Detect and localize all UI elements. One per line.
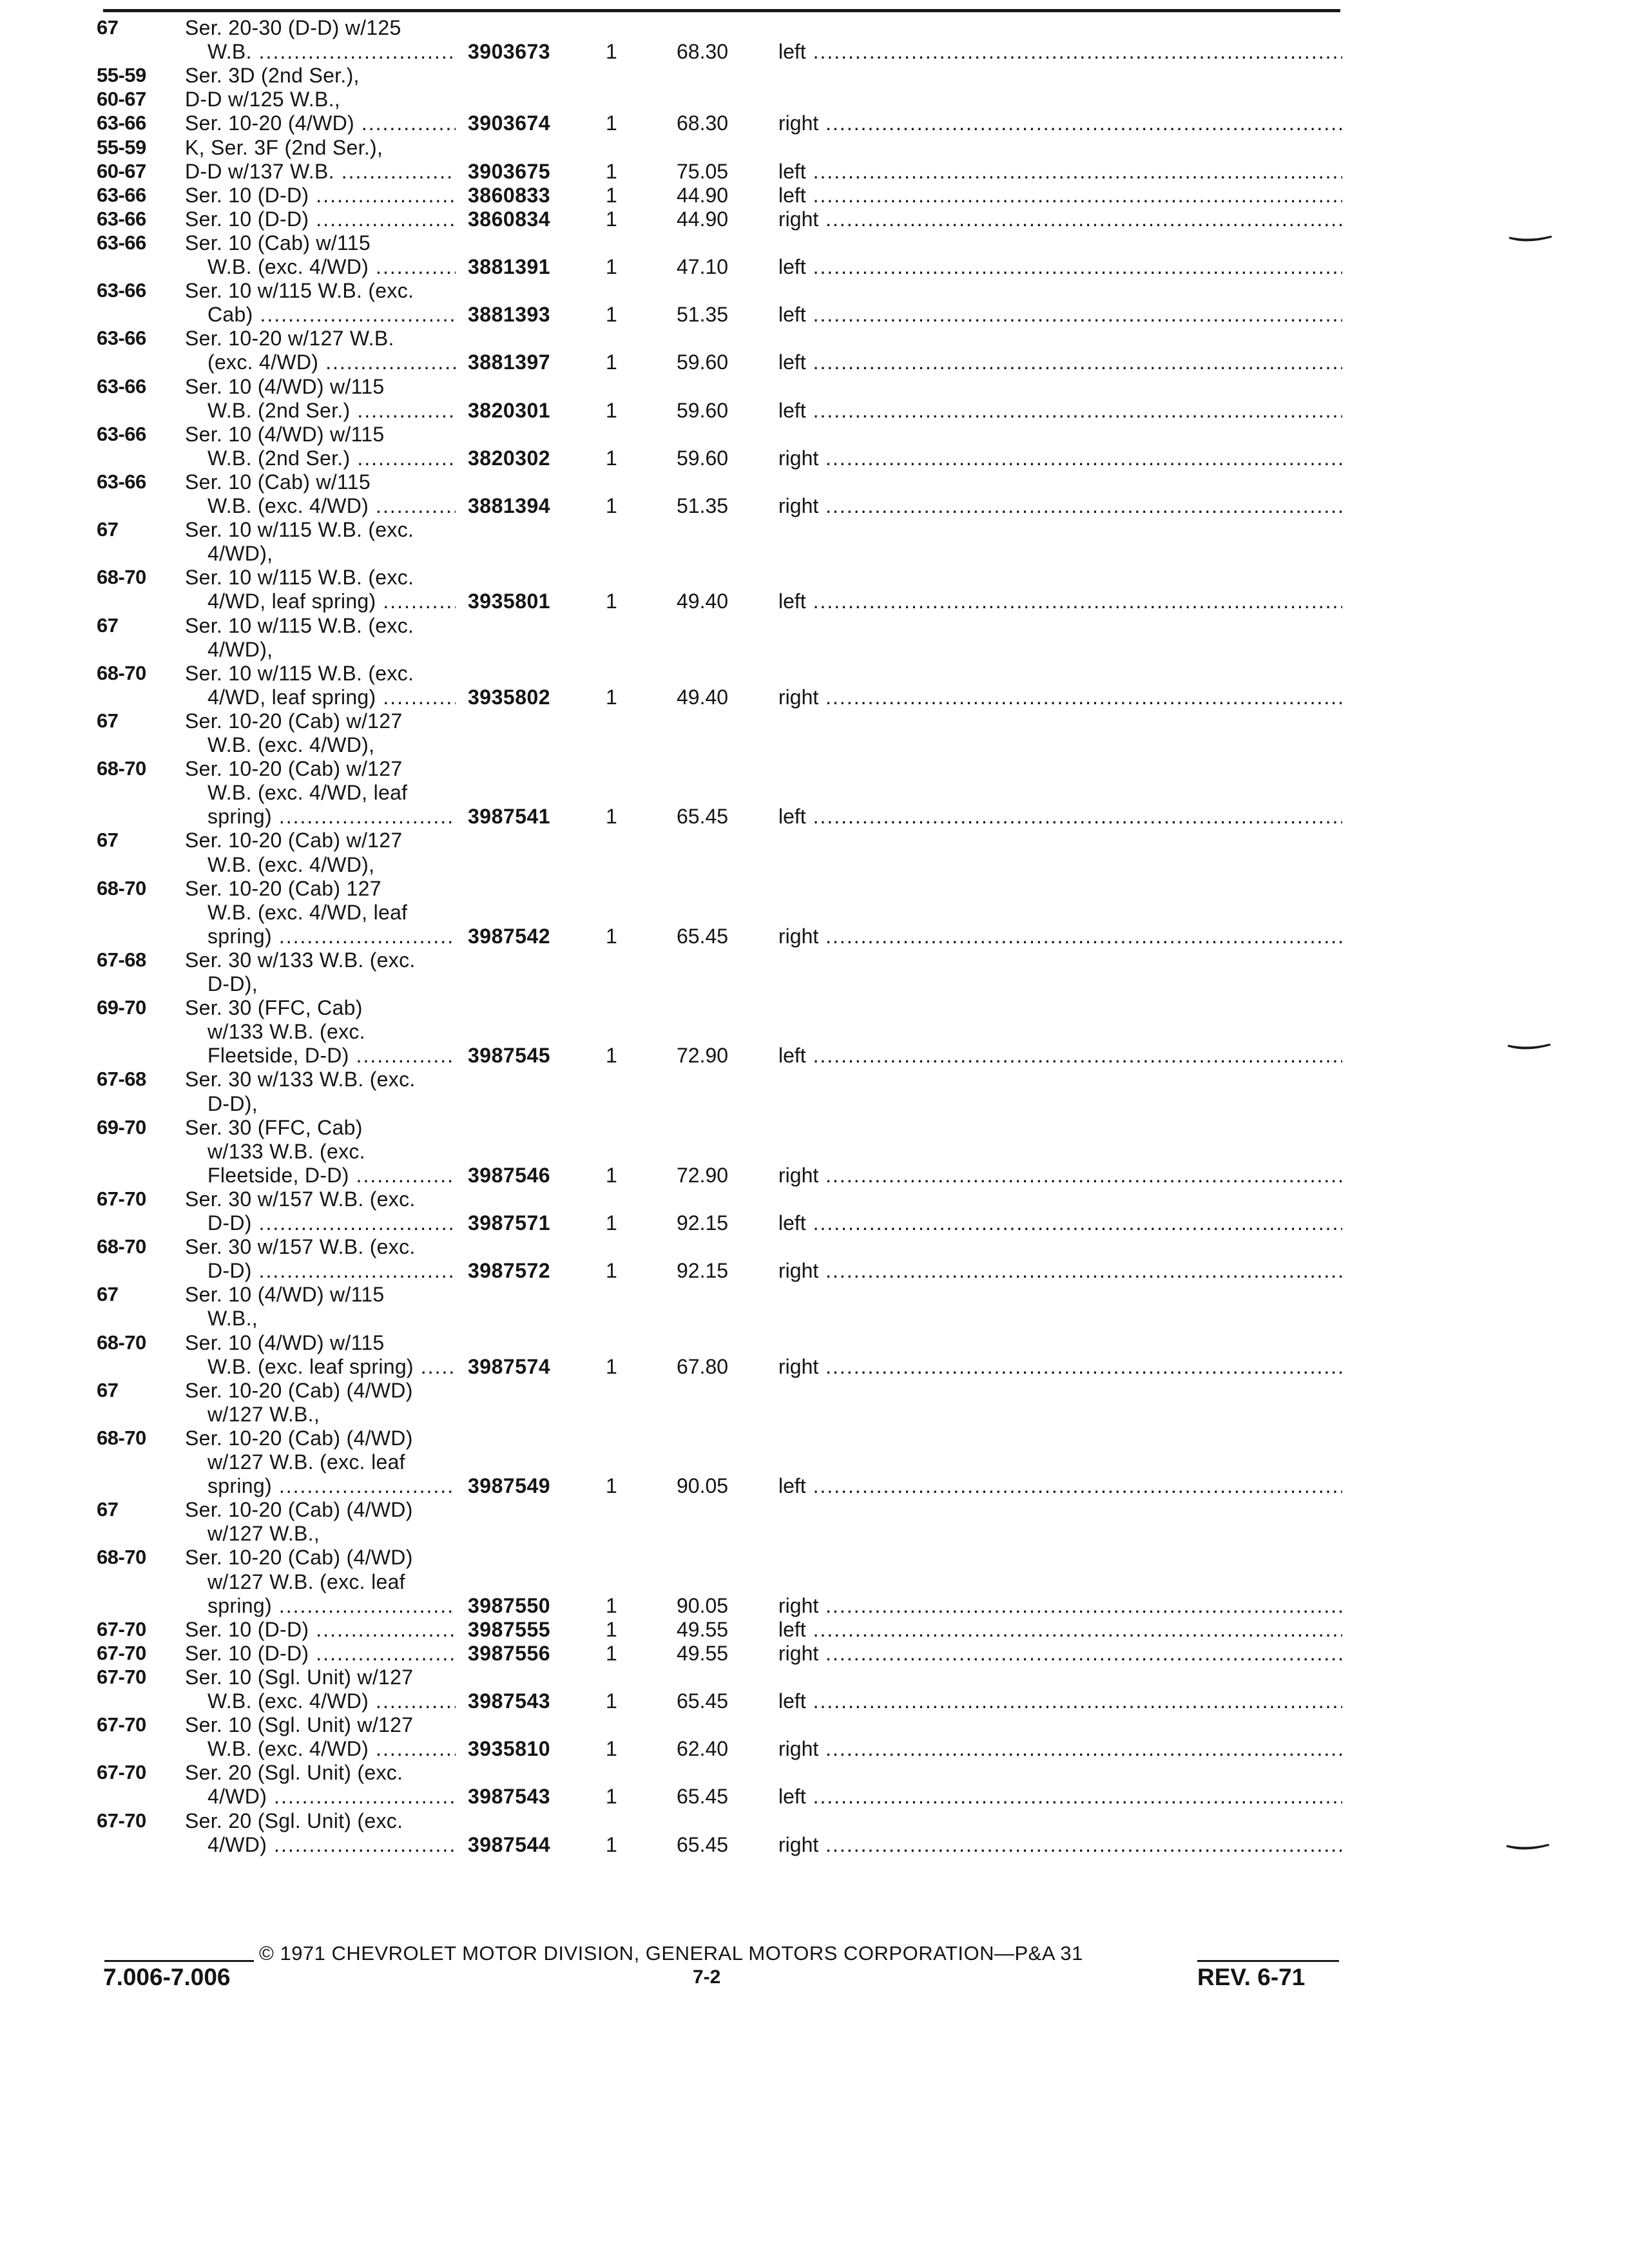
row-description: Ser. 10-20 (Cab) w/127 [185,709,403,733]
row-years: 67 [97,518,119,541]
row-description: W.B. (exc. 4/WD) ..... [207,255,456,279]
row-description: W.B. (exc. 4/WD, leaf [207,781,408,805]
price: 59.60 [677,351,729,374]
row-description: Ser. 20 (Sgl. Unit) (exc. [185,1809,403,1832]
row-years: 67-70 [97,1187,146,1210]
row-description: Ser. 10-20 (Cab) (4/WD) [185,1546,413,1570]
row-description: Ser. 10 w/115 W.B. (exc. [185,518,414,542]
row-description: W.B. (2nd Ser.) ..... [207,446,456,470]
price: 65.45 [677,924,729,948]
quantity: 1 [606,1259,617,1283]
row-years: 67 [97,829,119,852]
price: 90.05 [677,1474,729,1498]
row-description: Ser. 10 (D-D) ..... [185,1617,456,1642]
row-years: 69-70 [97,1115,146,1139]
row-years: 63-66 [97,279,146,302]
price: 49.55 [677,1617,729,1641]
row-years: 67-68 [97,1068,146,1091]
side-label: right ..... [778,924,1342,948]
row-years: 67 [97,613,119,637]
price: 67.80 [677,1354,729,1378]
row-years: 67 [97,709,119,732]
quantity: 1 [606,111,617,135]
row-description: W.B., [207,1307,258,1331]
side-label: right ..... [778,1354,1342,1379]
row-description: w/127 W.B., [207,1522,320,1546]
part-number: 3820301 [468,398,551,422]
part-number: 3903675 [468,159,551,183]
row-description: spring) ..... [207,804,456,829]
price: 68.30 [677,111,729,135]
row-years: 67 [97,1378,119,1401]
row-description: Ser. 20-30 (D-D) w/125 [185,16,401,39]
section-number: 7.006-7.006 [103,1964,231,1990]
part-number: 3987546 [468,1163,551,1187]
quantity: 1 [606,183,617,207]
row-description: Ser. 10 (4/WD) w/115 [185,1331,385,1354]
side-label: left ..... [778,804,1342,829]
part-number: 3987571 [468,1211,551,1235]
row-years: 55-59 [97,135,146,159]
row-description: spring) ..... [207,1474,456,1498]
row-description: D-D) ..... [207,1211,456,1235]
row-description: Ser. 10 (Cab) w/115 [185,231,371,255]
row-description: Ser. 20 (Sgl. Unit) (exc. [185,1761,403,1785]
quantity: 1 [606,1593,617,1617]
price: 62.40 [677,1737,729,1761]
row-years: 63-66 [97,327,146,350]
price: 59.60 [677,446,729,470]
price: 59.60 [677,398,729,422]
row-description: 4/WD, leaf spring) ..... [207,685,456,709]
quantity: 1 [606,207,617,231]
row-description: Fleetside, D-D) ..... [207,1043,456,1068]
row-description: Ser. 10 w/115 W.B. (exc. [185,566,414,590]
part-number: 3881397 [468,351,551,374]
row-years: 68-70 [97,1426,146,1449]
side-label: right ..... [778,207,1342,231]
side-label: left ..... [778,1689,1342,1713]
row-description: Ser. 10 (Sgl. Unit) w/127 [185,1713,414,1737]
row-description: Ser. 10 (4/WD) w/115 [185,422,385,446]
part-number: 3935801 [468,590,551,613]
row-description: Ser. 10 w/115 W.B. (exc. [185,661,414,685]
side-label: right ..... [778,1593,1342,1618]
row-years: 68-70 [97,566,146,589]
quantity: 1 [606,1474,617,1498]
part-number: 3987555 [468,1617,551,1641]
row-years: 68-70 [97,661,146,684]
part-number: 3903673 [468,40,551,64]
side-label: right ..... [778,1641,1342,1666]
row-description: Ser. 10 w/115 W.B. (exc. [185,279,414,303]
row-description: 4/WD), [207,637,273,661]
copyright-line: © 1971 CHEVROLET MOTOR DIVISION, GENERAL MOTORS CORPORATION—P&A 31 [259,1942,1083,1965]
row-description: Ser. 10-20 (Cab) (4/WD) [185,1498,413,1522]
row-years: 67-68 [97,948,146,971]
row-description: W.B. (exc. 4/WD) ..... [207,1736,456,1761]
side-label: left ..... [778,589,1342,613]
row-description: W.B. (exc. 4/WD) ..... [207,494,456,518]
row-description: spring) ..... [207,924,456,948]
side-label: right ..... [778,494,1342,518]
row-description: D-D), [207,972,258,995]
quantity: 1 [606,351,617,374]
side-label: left ..... [778,1474,1342,1498]
row-description: D-D w/125 W.B., [185,88,340,111]
side-label: left ..... [778,302,1342,327]
row-description: Ser. 10 (D-D) ..... [185,183,456,207]
top-rule [103,9,1340,12]
part-number: 3987543 [468,1689,551,1713]
row-description: spring) ..... [207,1593,456,1618]
price: 49.40 [677,685,729,709]
side-label: left ..... [778,1043,1342,1068]
row-description: D-D) ..... [207,1258,456,1283]
side-label: right ..... [778,446,1342,470]
row-years: 67 [97,1498,119,1521]
part-number: 3987572 [468,1259,551,1283]
quantity: 1 [606,1785,617,1809]
row-description: K, Ser. 3F (2nd Ser.), [185,135,383,159]
row-description: 4/WD) ..... [207,1832,456,1857]
part-number: 3987542 [468,924,551,948]
side-label: left ..... [778,255,1342,279]
part-number: 3935810 [468,1737,551,1761]
part-number: 3881393 [468,303,551,327]
row-description: 4/WD, leaf spring) ..... [207,589,456,613]
price: 90.05 [677,1593,729,1617]
price: 47.10 [677,255,729,278]
row-years: 67-70 [97,1665,146,1688]
row-years: 63-66 [97,231,146,254]
quantity: 1 [606,1737,617,1761]
price: 65.45 [677,1689,729,1713]
row-description: Ser. 10-20 (Cab) 127 [185,876,381,900]
quantity: 1 [606,398,617,422]
side-label: left ..... [778,183,1342,207]
row-years: 63-66 [97,374,146,398]
quantity: 1 [606,590,617,613]
part-number: 3987544 [468,1832,551,1856]
row-years: 63-66 [97,183,146,206]
row-description: Ser. 10-20 w/127 W.B. [185,327,394,351]
row-description: (exc. 4/WD) ..... [207,350,456,374]
side-label: left ..... [778,1617,1342,1642]
price: 51.35 [677,303,729,327]
binding-mark [1507,1044,1552,1052]
quantity: 1 [606,1617,617,1641]
part-number: 3881394 [468,494,551,517]
row-description: W.B. (exc. 4/WD), [207,733,375,756]
part-number: 3987556 [468,1641,551,1665]
price: 49.55 [677,1641,729,1665]
row-description: Ser. 30 w/133 W.B. (exc. [185,1068,416,1091]
quantity: 1 [606,1641,617,1665]
row-years: 68-70 [97,1331,146,1354]
side-label: right ..... [778,111,1342,135]
quantity: 1 [606,1044,617,1068]
row-description: Ser. 30 (FFC, Cab) [185,1115,363,1139]
part-number: 3987574 [468,1354,551,1378]
row-years: 68-70 [97,876,146,899]
side-label: left ..... [778,398,1342,423]
row-years: 60-67 [97,88,146,111]
quantity: 1 [606,1689,617,1713]
row-description: w/133 W.B. (exc. [207,1020,365,1044]
row-years: 63-66 [97,470,146,493]
row-years: 68-70 [97,1546,146,1569]
row-description: Ser. 10-20 (Cab) w/127 [185,757,403,781]
side-label: right ..... [778,1736,1342,1761]
row-description: w/127 W.B. (exc. leaf [207,1570,405,1593]
row-years: 67-70 [97,1617,146,1640]
row-description: Ser. 30 w/157 W.B. (exc. [185,1187,416,1211]
row-years: 60-67 [97,159,146,182]
part-number: 3987543 [468,1785,551,1809]
quantity: 1 [606,494,617,517]
side-label: left ..... [778,350,1342,374]
row-years: 55-59 [97,64,146,87]
price: 92.15 [677,1259,729,1283]
quantity: 1 [606,1354,617,1378]
row-description: w/127 W.B., [207,1402,320,1426]
price: 68.30 [677,40,729,64]
side-label: right ..... [778,685,1342,709]
row-years: 67 [97,16,119,39]
row-description: Ser. 30 (FFC, Cab) [185,996,363,1020]
side-label: left ..... [778,39,1342,64]
price: 72.90 [677,1044,729,1068]
row-description: W.B. (exc. leaf spring) ..... [207,1354,456,1379]
row-years: 63-66 [97,422,146,445]
binding-mark [1508,236,1553,244]
binding-mark [1505,1844,1550,1852]
row-description: Ser. 10 (4/WD) w/115 [185,1283,385,1307]
row-description: 4/WD) ..... [207,1784,456,1809]
part-number: 3935802 [468,685,551,709]
row-description: 4/WD), [207,542,273,566]
price: 44.90 [677,207,729,231]
footer-rule-left [104,1960,254,1962]
price: 72.90 [677,1163,729,1187]
row-description: Fleetside, D-D) ..... [207,1163,456,1187]
quantity: 1 [606,159,617,183]
footer-rule-right [1197,1960,1339,1962]
row-description: Ser. 3D (2nd Ser.), [185,64,360,88]
revision-label: REV. 6-71 [1197,1964,1306,1990]
price: 65.45 [677,1785,729,1809]
price: 49.40 [677,590,729,613]
row-description: Ser. 10-20 (4/WD) ..... [185,111,456,135]
row-description: Ser. 10 (Sgl. Unit) w/127 [185,1665,414,1689]
side-label: left ..... [778,159,1342,184]
side-label: right ..... [778,1163,1342,1187]
row-years: 67-70 [97,1713,146,1736]
quantity: 1 [606,1832,617,1856]
row-years: 67-70 [97,1641,146,1664]
part-number: 3860833 [468,183,551,207]
price: 65.45 [677,1832,729,1856]
quantity: 1 [606,1163,617,1187]
price: 65.45 [677,805,729,829]
row-years: 63-66 [97,111,146,135]
side-label: left ..... [778,1211,1342,1235]
price: 75.05 [677,159,729,183]
quantity: 1 [606,303,617,327]
price: 44.90 [677,183,729,207]
row-description: Cab) ..... [207,302,456,327]
row-description: W.B. ..... [207,39,456,64]
row-years: 68-70 [97,1235,146,1258]
row-description: D-D), [207,1091,258,1115]
row-years: 63-66 [97,207,146,230]
quantity: 1 [606,255,617,278]
part-number: 3820302 [468,446,551,470]
row-description: Ser. 10-20 (Cab) (4/WD) [185,1426,413,1450]
row-description: W.B. (exc. 4/WD), [207,852,375,876]
part-number: 3987550 [468,1593,551,1617]
row-description: Ser. 30 w/157 W.B. (exc. [185,1235,416,1259]
quantity: 1 [606,924,617,948]
row-description: Ser. 10-20 (Cab) (4/WD) [185,1378,413,1402]
row-description: W.B. (2nd Ser.) ..... [207,398,456,423]
row-description: Ser. 10 w/115 W.B. (exc. [185,613,414,637]
quantity: 1 [606,685,617,709]
part-number: 3860834 [468,207,551,231]
row-description: W.B. (exc. 4/WD) ..... [207,1689,456,1713]
price: 92.15 [677,1211,729,1235]
row-description: Ser. 10-20 (Cab) w/127 [185,829,403,852]
quantity: 1 [606,1211,617,1235]
row-description: w/127 W.B. (exc. leaf [207,1450,405,1474]
row-description: Ser. 10 (4/WD) w/115 [185,374,385,398]
side-label: left ..... [778,1784,1342,1809]
row-years: 67 [97,1283,119,1306]
row-description: w/133 W.B. (exc. [207,1139,365,1163]
row-years: 67-70 [97,1761,146,1784]
row-description: D-D w/137 W.B. ..... [185,159,456,184]
row-description: Ser. 30 w/133 W.B. (exc. [185,948,416,972]
quantity: 1 [606,805,617,829]
side-label: right ..... [778,1258,1342,1283]
quantity: 1 [606,40,617,64]
row-description: Ser. 10 (D-D) ..... [185,207,456,231]
quantity: 1 [606,446,617,470]
part-number: 3881391 [468,255,551,278]
part-number: 3987541 [468,805,551,829]
row-years: 68-70 [97,757,146,780]
row-description: Ser. 10 (D-D) ..... [185,1641,456,1666]
row-description: Ser. 10 (Cab) w/115 [185,470,371,494]
row-years: 69-70 [97,996,146,1019]
part-number: 3903674 [468,111,551,135]
row-description: W.B. (exc. 4/WD, leaf [207,900,408,924]
part-number: 3987549 [468,1474,551,1498]
row-years: 67-70 [97,1809,146,1832]
part-number: 3987545 [468,1044,551,1068]
page-number: 7-2 [693,1966,721,1988]
price: 51.35 [677,494,729,517]
side-label: right ..... [778,1832,1342,1857]
